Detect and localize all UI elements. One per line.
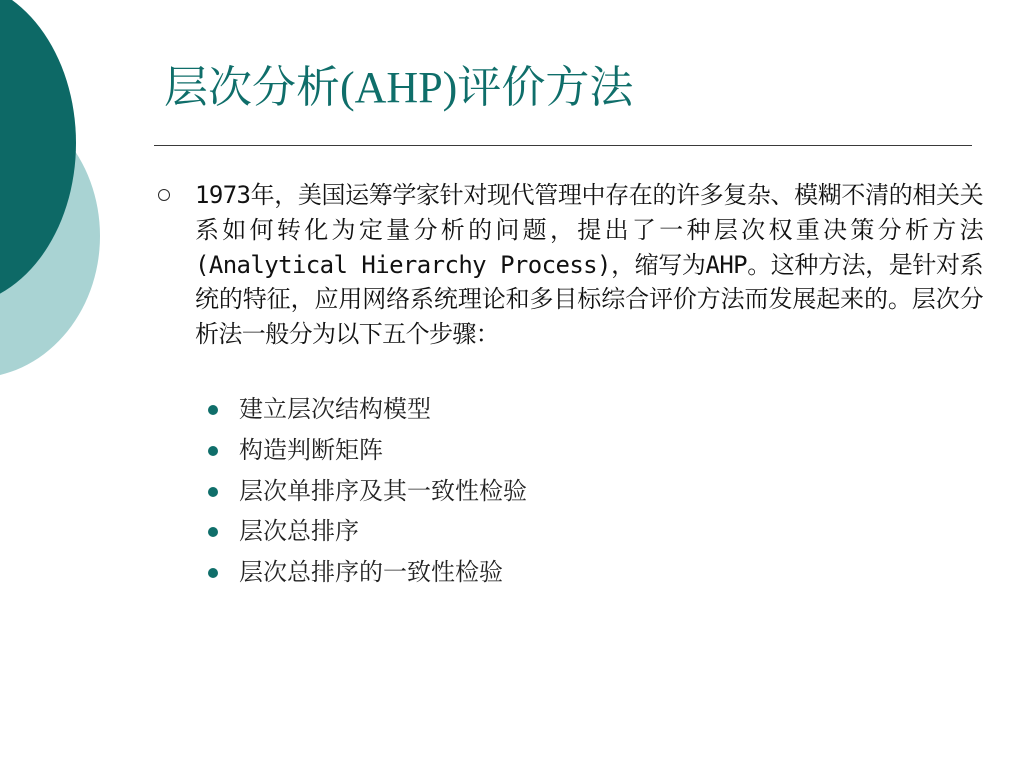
title-divider <box>154 145 972 146</box>
step-label: 建立层次结构模型 <box>239 395 431 423</box>
filled-circle-icon <box>208 446 218 456</box>
slide-title: 层次分析(AHP)评价方法 <box>164 63 634 112</box>
list-item <box>208 389 527 430</box>
filled-circle-icon <box>208 527 218 537</box>
list-item <box>208 471 527 512</box>
step-label: 层次总排序的一致性检验 <box>239 558 503 587</box>
list-item <box>208 511 527 552</box>
list-item <box>208 552 527 593</box>
filled-circle-icon <box>208 568 218 578</box>
main-bullet-text: 1973年，美国运筹学家针对现代管理中存在的许多复杂、模糊不清的相关关系如何转化为定量分析的问题，提出了一种层次权重决策分析方法(Analytical Hierarchy Process)，缩写为AHP。这种方法，是针对系统的特征，应用网络系统理论和多目标综合评价方法而发展起来的。层次分析法一般分为以下五个步骤： <box>195 181 983 349</box>
filled-circle-icon <box>208 487 218 497</box>
steps-list <box>208 389 527 593</box>
step-label: 层次单排序及其一致性检验 <box>239 476 527 505</box>
filled-circle-icon <box>208 405 218 415</box>
list-item <box>208 430 527 471</box>
main-bullet-point <box>158 178 988 352</box>
hollow-circle-icon <box>158 189 170 201</box>
step-label: 构造判断矩阵 <box>239 435 383 464</box>
step-label: 层次总排序 <box>239 517 359 546</box>
